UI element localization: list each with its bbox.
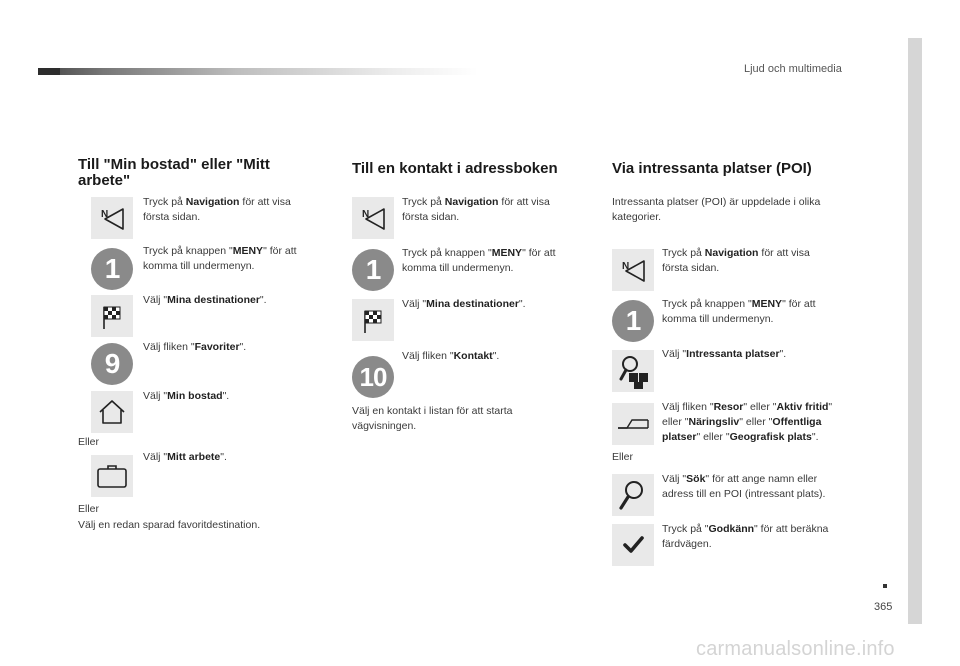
col3-title: Via intressanta platser (POI) (612, 160, 812, 177)
svg-text:N: N (362, 209, 370, 220)
svg-text:N: N (622, 261, 630, 272)
page-number: 365 (874, 601, 893, 613)
navigation-icon (352, 197, 394, 239)
col1-title-line1: Till "Min bostad" eller "Mitt (78, 156, 270, 173)
col1-step-menu: Tryck på knappen "MENY" för att komma till undermenyn. (143, 245, 297, 272)
navigation-icon (91, 197, 133, 239)
col1-step-home: Välj "Min bostad". (143, 390, 230, 402)
col1-title (78, 157, 270, 189)
watermark: carmanualsonline.info (696, 638, 895, 660)
col3-intro: Intressanta platser (POI) är uppdelade i olika kategorier. (612, 196, 821, 223)
col1-final: Välj en redan sparad favoritdestination. (78, 519, 261, 531)
col1-step-navigation: Tryck på Navigation för att visa första sidan. (143, 196, 291, 223)
col3-step-categories: Välj fliken "Resor" eller "Aktiv fritid" eller "Näringsliv" eller "Offentliga platser" eller "Geografisk plats". (662, 401, 833, 443)
col2-step-navigation: Tryck på Navigation för att visa första sidan. (402, 196, 550, 223)
poi-search-icon (612, 350, 654, 392)
home-icon (91, 391, 133, 433)
col1-step-destinations: Välj "Mina destinationer". (143, 294, 267, 306)
col1-step-favorites: Välj fliken "Favoriter". (143, 341, 247, 353)
col2-step-menu: Tryck på knappen "MENY" för att komma till undermenyn. (402, 247, 556, 274)
step-number-badge: 1 (91, 248, 133, 290)
col1-step-work: Välj "Mitt arbete". (143, 451, 227, 463)
page-marker (883, 584, 887, 588)
svg-text:N: N (101, 209, 109, 220)
col3-step-confirm: Tryck på "Godkänn" för att beräkna färdvägen. (662, 523, 829, 550)
col2-title: Till en kontakt i adressboken (352, 160, 558, 177)
col3-step-search: Välj "Sök" för att ange namn eller adress till en POI (intressant plats). (662, 473, 826, 500)
poi-category-icon (612, 403, 654, 445)
col3-step-menu: Tryck på knappen "MENY" för att komma till undermenyn. (662, 298, 816, 325)
col1-title-line2: arbete" (78, 172, 131, 189)
chapter-title: Ljud och multimedia (744, 63, 842, 75)
col2-final: Välj en kontakt i listan för att starta vägvisningen. (352, 405, 513, 432)
search-icon (612, 474, 654, 516)
step-number-badge: 10 (352, 356, 394, 398)
side-rail (908, 38, 922, 624)
col2-step-destinations: Välj "Mina destinationer". (402, 298, 526, 310)
col1-or-2: Eller (78, 503, 100, 515)
col3-step-navigation: Tryck på Navigation för att visa första sidan. (662, 247, 810, 274)
col3-step-poi: Välj "Intressanta platser". (662, 348, 787, 360)
step-number-badge: 1 (612, 300, 654, 342)
checkered-flag-icon (352, 299, 394, 341)
header-gradient-bar (38, 68, 478, 75)
navigation-icon (612, 249, 654, 291)
col3-or-1: Eller (612, 451, 634, 463)
checkered-flag-icon (91, 295, 133, 337)
briefcase-icon (91, 455, 133, 497)
header-bar-dark-segment (38, 68, 60, 75)
checkmark-icon (612, 524, 654, 566)
step-number-badge: 9 (91, 343, 133, 385)
col2-step-contact: Välj fliken "Kontakt". (402, 350, 500, 362)
col1-or-1: Eller (78, 436, 100, 448)
step-number-badge: 1 (352, 249, 394, 291)
